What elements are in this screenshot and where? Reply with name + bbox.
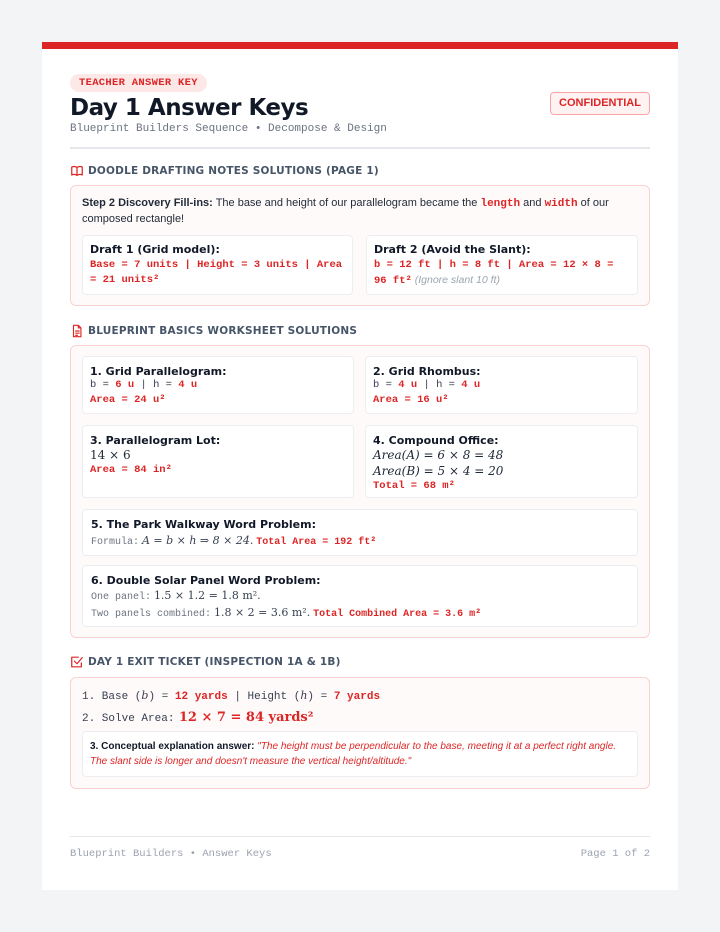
exit-base-value: 12 yards — [174, 691, 228, 703]
draft2-title: Draft 2 (Avoid the Slant): — [374, 243, 531, 256]
q5-formula-label: Formula: — [91, 537, 140, 548]
q3-area: Area = 84 in² — [90, 464, 172, 476]
q2-separator: | — [423, 379, 430, 391]
exit-ticket-section-heading — [70, 654, 341, 670]
step-text-post: of our composed rectangle! — [82, 197, 609, 225]
q2-base-value: 4 u — [398, 379, 418, 391]
q3-card — [82, 425, 354, 498]
l2-pre: 2. Solve Area: — [82, 713, 175, 725]
document-icon — [70, 324, 84, 338]
l1-mid: ) = — [148, 691, 169, 703]
footer-divider — [70, 836, 650, 837]
draft2-answer-line2: 96 ft² — [374, 275, 412, 287]
page-subtitle: Blueprint Builders Sequence • Decompose & Design — [70, 123, 387, 135]
draft1-answer-line1: Base = 7 units | Height = 3 units | Area — [90, 259, 343, 271]
q5-total: Total Area = 192 ft² — [256, 537, 377, 548]
page-number: Page 1 of 2 — [580, 848, 650, 860]
q1-height-value: 4 u — [178, 379, 198, 391]
doodle-heading-text: DOODLE DRAFTING NOTES SOLUTIONS (PAGE 1) — [88, 165, 379, 177]
teacher-answer-key-tag: TEACHER ANSWER KEY — [70, 74, 207, 92]
q1-title: 1. Grid Parallelogram: — [90, 365, 227, 378]
fill-in-width: width — [544, 198, 578, 210]
l1-mid2: ) = — [307, 691, 328, 703]
exit-height-value: 7 yards — [333, 691, 381, 703]
worksheet-solutions-box — [70, 345, 650, 638]
header-divider — [70, 147, 650, 149]
step-text-mid: and — [523, 197, 542, 209]
q5-card — [82, 509, 638, 556]
l1-pre: 1. Base ( — [82, 691, 142, 703]
q2-h-label: h = — [436, 379, 455, 391]
q6-total: Total Combined Area = 3.6 m² — [313, 609, 482, 620]
draft1-answer-line2: = 21 units² — [90, 274, 160, 286]
q6-two-panels-label: Two panels combined: — [91, 609, 212, 620]
l1-height-symbol: h — [300, 689, 308, 702]
q1-card — [82, 356, 354, 414]
l1-base-symbol: b — [141, 689, 149, 702]
discovery-fill-ins — [82, 196, 630, 227]
q3-title: 3. Parallelogram Lot: — [90, 434, 221, 447]
q6-card — [82, 565, 638, 627]
l1-sep: | Height ( — [234, 691, 301, 703]
exit-ticket-line1 — [82, 687, 380, 706]
top-accent-bar — [42, 42, 678, 49]
q2-b-label: b = — [373, 379, 392, 391]
step-text-pre: The base and height of our parallelogram became the — [215, 197, 478, 209]
worksheet-section-heading — [70, 323, 357, 339]
doodle-solutions-box — [70, 185, 650, 306]
q5-title: 5. The Park Walkway Word Problem: — [91, 518, 316, 531]
q2-height-value: 4 u — [461, 379, 481, 391]
doodle-section-heading — [70, 163, 379, 179]
q1-separator: | — [140, 379, 147, 391]
draft2-slant-note: (Ignore slant 10 ft) — [414, 274, 500, 286]
q3-expression: 14 × 6 — [90, 448, 131, 462]
answer-key-page — [42, 42, 678, 890]
q4-area-a: Area(A) = 6 × 8 = 48 — [373, 448, 504, 462]
step-label: Step 2 Discovery Fill-ins: — [82, 197, 213, 209]
conceptual-answer-card — [82, 731, 638, 777]
q6-one-panel-expr: 1.5 × 1.2 = 1.8 m². — [153, 589, 261, 602]
q1-h-label: h = — [153, 379, 172, 391]
q6-two-panels-expr: 1.8 × 2 = 3.6 m². — [213, 606, 311, 619]
draft1-title: Draft 1 (Grid model): — [90, 243, 220, 256]
q2-area: Area = 16 u² — [373, 394, 449, 406]
q4-total: Total = 68 m² — [373, 480, 455, 492]
draft2-answer-line1: b = 12 ft | h = 8 ft | Area = 12 × 8 = — [374, 259, 614, 271]
exit-ticket-line2 — [82, 707, 313, 729]
conceptual-label: 3. Conceptual explanation answer: — [90, 741, 255, 752]
exit-ticket-heading-text: DAY 1 EXIT TICKET (INSPECTION 1A & 1B) — [88, 656, 341, 668]
confidential-badge: CONFIDENTIAL — [550, 92, 650, 115]
q4-card — [365, 425, 638, 498]
draft1-card — [82, 235, 353, 295]
conceptual-answer: "The height must be perpendicular to the base, meeting it at a perfect right angle. The slant side is longer and doesn't measure the vertical height/altitude." — [90, 741, 617, 767]
q1-area: Area = 24 u² — [90, 394, 166, 406]
q4-title: 4. Compound Office: — [373, 434, 499, 447]
book-icon — [70, 164, 84, 178]
q1-b-label: b = — [90, 379, 109, 391]
worksheet-heading-text: BLUEPRINT BASICS WORKSHEET SOLUTIONS — [88, 325, 358, 337]
page-title: Day 1 Answer Keys — [70, 95, 309, 121]
q6-title: 6. Double Solar Panel Word Problem: — [91, 574, 321, 587]
checkbox-icon — [70, 655, 84, 669]
fill-in-length: length — [480, 198, 521, 210]
exit-area-answer: 12 × 7 = 84 yards² — [178, 710, 314, 725]
q5-formula: A = b × h ⇒ 8 × 24. — [141, 534, 254, 547]
q1-base-value: 6 u — [115, 379, 135, 391]
q2-card — [365, 356, 638, 414]
q2-title: 2. Grid Rhombus: — [373, 365, 481, 378]
q4-area-b: Area(B) = 5 × 4 = 20 — [373, 464, 504, 478]
draft2-card — [366, 235, 638, 295]
footer-title: Blueprint Builders • Answer Keys — [70, 848, 272, 860]
exit-ticket-box — [70, 677, 650, 789]
q6-one-panel-label: One panel: — [91, 592, 152, 603]
